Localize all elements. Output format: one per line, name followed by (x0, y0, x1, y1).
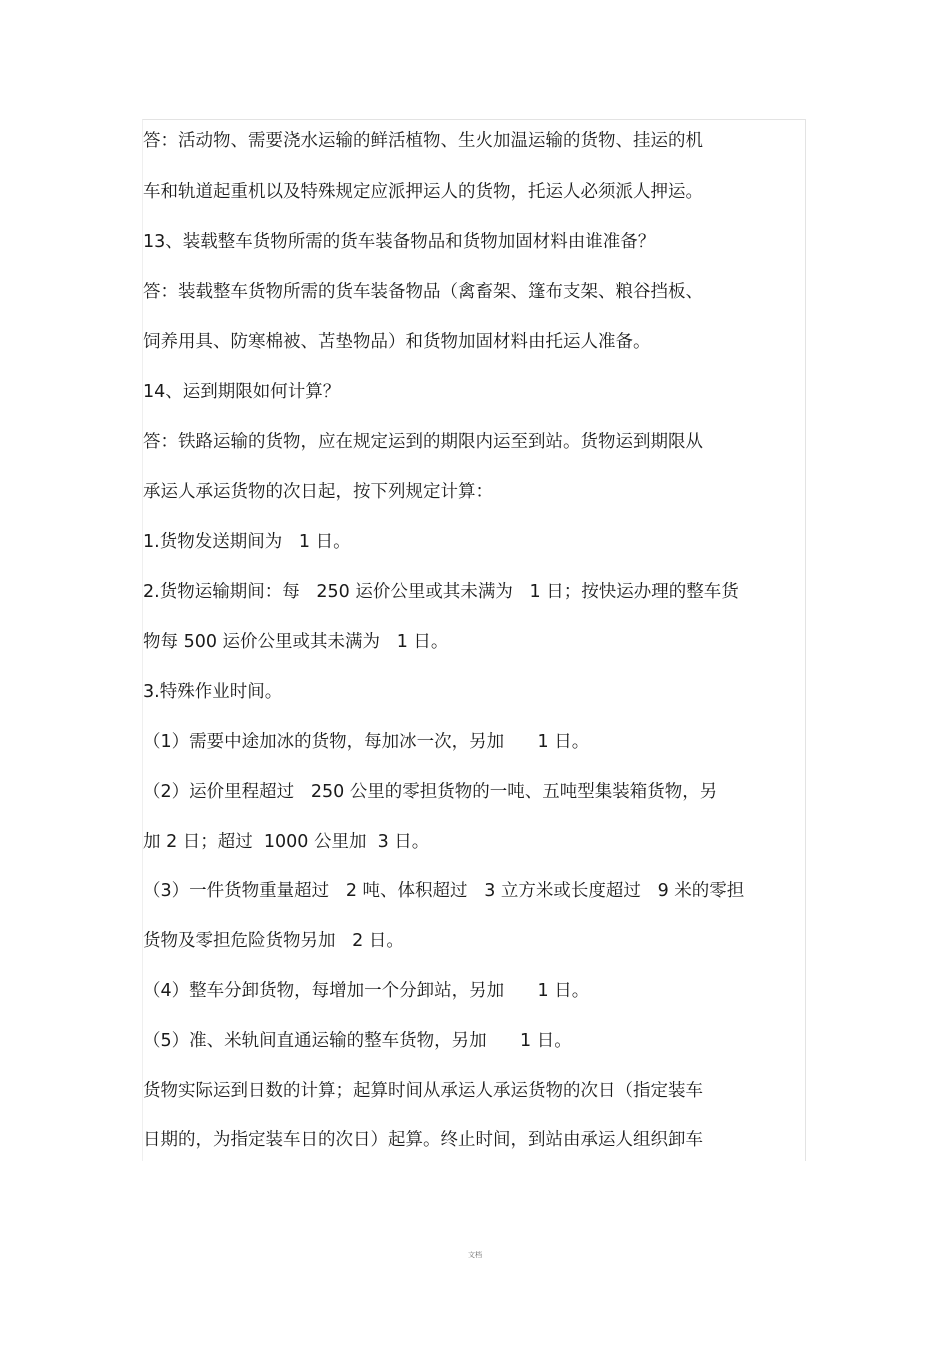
page-footer: 文档 (468, 1251, 482, 1259)
text-line: 承运人承运货物的次日起，按下列规定计算： (143, 482, 493, 502)
text-line: 物每 500 运价公里或其未满为 1 日。 (143, 632, 449, 652)
text-line: 答：铁路运输的货物，应在规定运到的期限内运至到站。货物运到期限从 (143, 432, 703, 452)
sub-list-item: （4）整车分卸货物，每增加一个分卸站，另加 1 日。 (143, 981, 590, 1001)
text-line: 答：装载整车货物所需的货车装备物品（禽畜架、篷布支架、粮谷挡板、 (143, 282, 703, 302)
sub-list-item: （1）需要中途加冰的货物，每加冰一次，另加 1 日。 (143, 732, 590, 752)
text-line: 货物实际运到日数的计算；起算时间从承运人承运货物的次日（指定装车 (143, 1081, 703, 1101)
question-heading: 13、装载整车货物所需的货车装备物品和货物加固材料由谁准备？ (143, 232, 656, 252)
list-item: 1.货物发送期间为 1 日。 (143, 532, 351, 552)
sub-list-item: （5）准、米轨间直通运输的整车货物，另加 1 日。 (143, 1031, 572, 1051)
question-heading: 14、运到期限如何计算？ (143, 382, 341, 402)
text-line: 答：活动物、需要浇水运输的鲜活植物、生火加温运输的货物、挂运的机 (143, 131, 703, 151)
sub-list-item: （3）一件货物重量超过 2 吨、体积超过 3 立方米或长度超过 9 米的零担 (143, 881, 745, 901)
text-line: 车和轨道起重机以及特殊规定应派押运人的货物，托运人必须派人押运。 (143, 182, 703, 202)
sub-list-item: （2）运价里程超过 250 公里的零担货物的一吨、五吨型集装箱货物，另 (143, 782, 718, 802)
text-line: 日期的，为指定装车日的次日）起算。终止时间，到站由承运人组织卸车 (143, 1130, 703, 1150)
list-item: 3.特殊作业时间。 (143, 682, 283, 702)
text-line: 饲养用具、防寒棉被、苫垫物品）和货物加固材料由托运人准备。 (143, 332, 651, 352)
text-line: 加 2 日；超过 1000 公里加 3 日。 (143, 832, 430, 852)
list-item: 2.货物运输期间：每 250 运价公里或其未满为 1 日；按快运办理的整车货 (143, 582, 739, 602)
text-line: 货物及零担危险货物另加 2 日。 (143, 931, 404, 951)
